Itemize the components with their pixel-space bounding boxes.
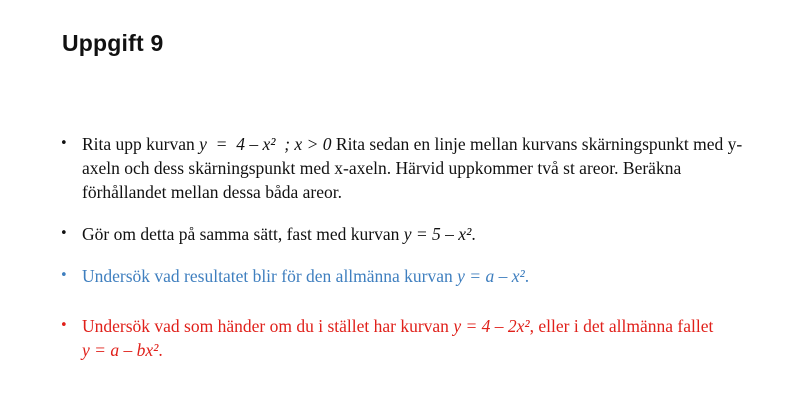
- task-1-formula: y = 4 – x² ; x > 0: [199, 134, 332, 154]
- task-3-intro: Undersök vad resultatet blir för den allmänna kurvan: [82, 266, 458, 286]
- task-item-2: [60, 222, 760, 246]
- bullet-icon: •: [60, 318, 68, 333]
- task-1-intro: Rita upp kurvan: [82, 134, 200, 154]
- task-3-rest: .: [524, 266, 530, 286]
- bullet-icon: •: [60, 226, 68, 241]
- task-text-3: [82, 264, 760, 288]
- task-4-formula: y = 4 – 2x²: [453, 316, 530, 336]
- task-text-2: [82, 222, 760, 246]
- task-item-4: [60, 314, 760, 362]
- task-4-intro: Undersök vad som händer om du i stället har kurvan: [82, 316, 454, 336]
- task-text-4: [82, 314, 760, 362]
- bullet-icon: •: [60, 268, 68, 283]
- task-4-formula-general: y = a – bx²: [82, 340, 159, 360]
- bullet-icon: •: [60, 136, 68, 151]
- task-2-intro: Gör om detta på samma sätt, fast med kurvan: [82, 224, 404, 244]
- task-4-rest: .: [158, 340, 163, 360]
- task-2-formula: y = 5 – x²: [403, 224, 472, 244]
- task-2-rest: .: [471, 224, 476, 244]
- task-item-1: [60, 132, 760, 204]
- task-text-1: [82, 132, 760, 204]
- task-4-middle: , eller i det allmänna fallet: [529, 316, 714, 336]
- task-item-3: [60, 264, 760, 288]
- task-3-formula: y = a – x²: [457, 266, 525, 286]
- task-1-rest: Rita sedan en linje mellan kurvans skärningspunkt med y-axeln och dess skärningspunkt med x-axeln. Härvid uppkommer två st areor. Beräkna förhållandet mellan dessa båda areor.: [82, 134, 743, 202]
- task-heading: Uppgift 9: [62, 30, 164, 56]
